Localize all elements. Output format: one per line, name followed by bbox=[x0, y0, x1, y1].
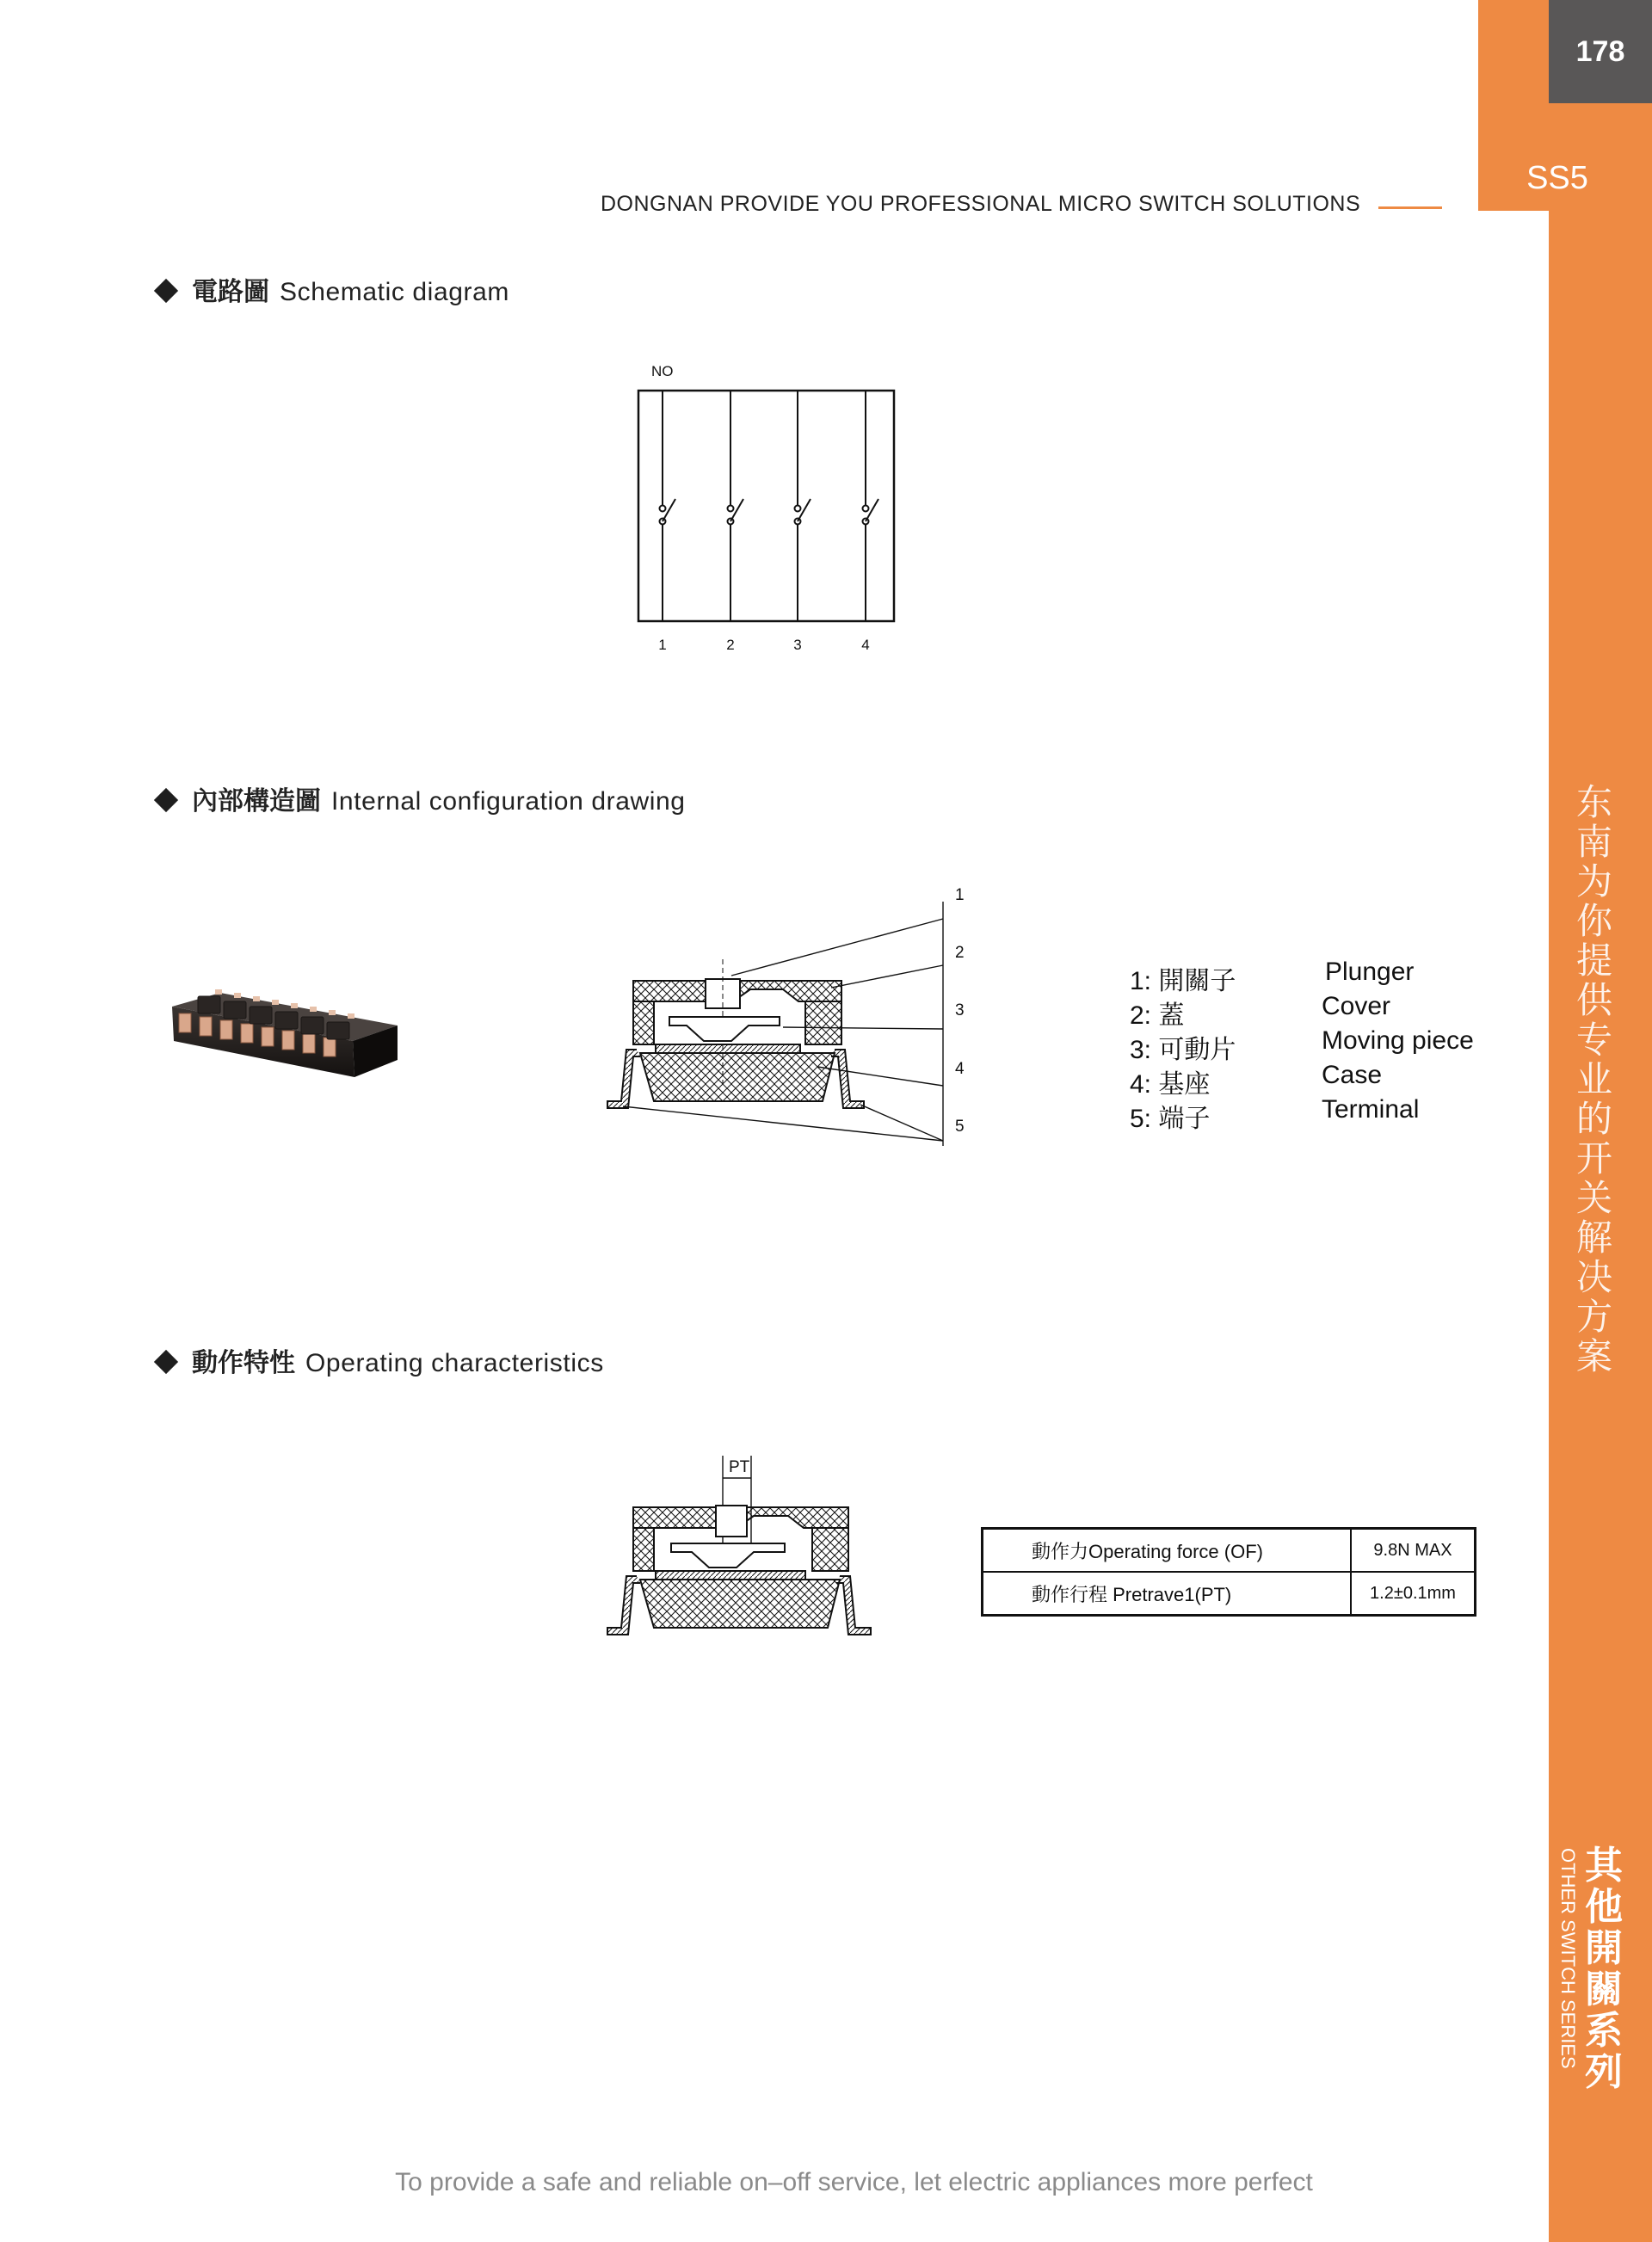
table-cell-value: 9.8N MAX bbox=[1351, 1529, 1476, 1573]
model-label: SS5 bbox=[1526, 160, 1588, 196]
schematic-pin-1: 1 bbox=[658, 637, 667, 653]
diamond-bullet-icon bbox=[154, 279, 178, 303]
schematic-switches bbox=[660, 391, 879, 621]
callout-2: 2 bbox=[955, 944, 965, 962]
callout-5: 5 bbox=[955, 1118, 965, 1136]
table-cell-label: 動作力Operating force (OF) bbox=[983, 1529, 1352, 1573]
schematic-pin-4: 4 bbox=[861, 637, 870, 653]
section-heading-internal bbox=[157, 779, 686, 817]
parts-legend-en bbox=[1322, 958, 1474, 1130]
series-title-en: OTHER SWITCH SERIES bbox=[1557, 1848, 1579, 2069]
legend-item: 1: 開關子 bbox=[1130, 967, 1236, 995]
callout-4: 4 bbox=[955, 1060, 965, 1078]
legend-item: 5: 端子 bbox=[1130, 1105, 1211, 1133]
legend-item: Case bbox=[1322, 1061, 1383, 1089]
footer-slogan: To provide a safe and reliable on–off service, let electric appliances more perfect bbox=[395, 2168, 1313, 2196]
section-heading-operating bbox=[157, 1341, 604, 1379]
legend-item: Cover bbox=[1322, 992, 1391, 1020]
legend-item: 3: 可動片 bbox=[1130, 1036, 1236, 1064]
table-cell-label: 動作行程 Pretrave1(PT) bbox=[983, 1572, 1352, 1616]
pt-label: PT bbox=[729, 1458, 750, 1476]
series-title-cn: 其他開關系列 bbox=[1585, 1845, 1623, 2093]
product-photo bbox=[163, 964, 404, 1084]
operating-drawing bbox=[602, 1452, 886, 1643]
legend-item: Moving piece bbox=[1322, 1026, 1474, 1055]
section-heading-schematic bbox=[157, 270, 509, 308]
table-row bbox=[983, 1529, 1476, 1573]
diamond-bullet-icon bbox=[154, 788, 178, 812]
tagline-rule bbox=[1378, 206, 1442, 209]
section-title-cn: 電路圖 bbox=[192, 278, 269, 306]
side-slogan: 东南为你提供专业的开关解决方案 bbox=[1575, 782, 1612, 1377]
schematic-diagram bbox=[602, 353, 912, 662]
section-title-en: Internal configuration drawing bbox=[331, 787, 686, 816]
callout-1: 1 bbox=[955, 886, 965, 904]
section-title-cn: 內部構造圖 bbox=[192, 787, 321, 816]
internal-config-drawing bbox=[602, 886, 981, 1153]
schematic-pin-2: 2 bbox=[726, 637, 735, 653]
legend-item: Plunger bbox=[1325, 958, 1415, 986]
schematic-no-label: NO bbox=[651, 363, 674, 379]
parts-legend-cn bbox=[1130, 959, 1236, 1131]
section-title-en: Schematic diagram bbox=[280, 278, 509, 306]
page-number: 178 bbox=[1549, 0, 1652, 103]
section-title-cn: 動作特性 bbox=[192, 1349, 295, 1377]
legend-item: 4: 基座 bbox=[1130, 1070, 1211, 1099]
operating-characteristics-table bbox=[981, 1527, 1476, 1617]
legend-item: Terminal bbox=[1322, 1095, 1420, 1124]
section-title-en: Operating characteristics bbox=[305, 1349, 604, 1377]
header-tagline: DONGNAN PROVIDE YOU PROFESSIONAL MICRO SWITCH SOLUTIONS bbox=[601, 192, 1361, 216]
legend-item: 2: 蓋 bbox=[1130, 1001, 1185, 1030]
table-cell-value: 1.2±0.1mm bbox=[1351, 1572, 1476, 1616]
schematic-frame bbox=[638, 391, 894, 621]
callout-3: 3 bbox=[955, 1001, 965, 1019]
diamond-bullet-icon bbox=[154, 1350, 178, 1374]
schematic-pin-3: 3 bbox=[793, 637, 802, 653]
table-row bbox=[983, 1572, 1476, 1616]
